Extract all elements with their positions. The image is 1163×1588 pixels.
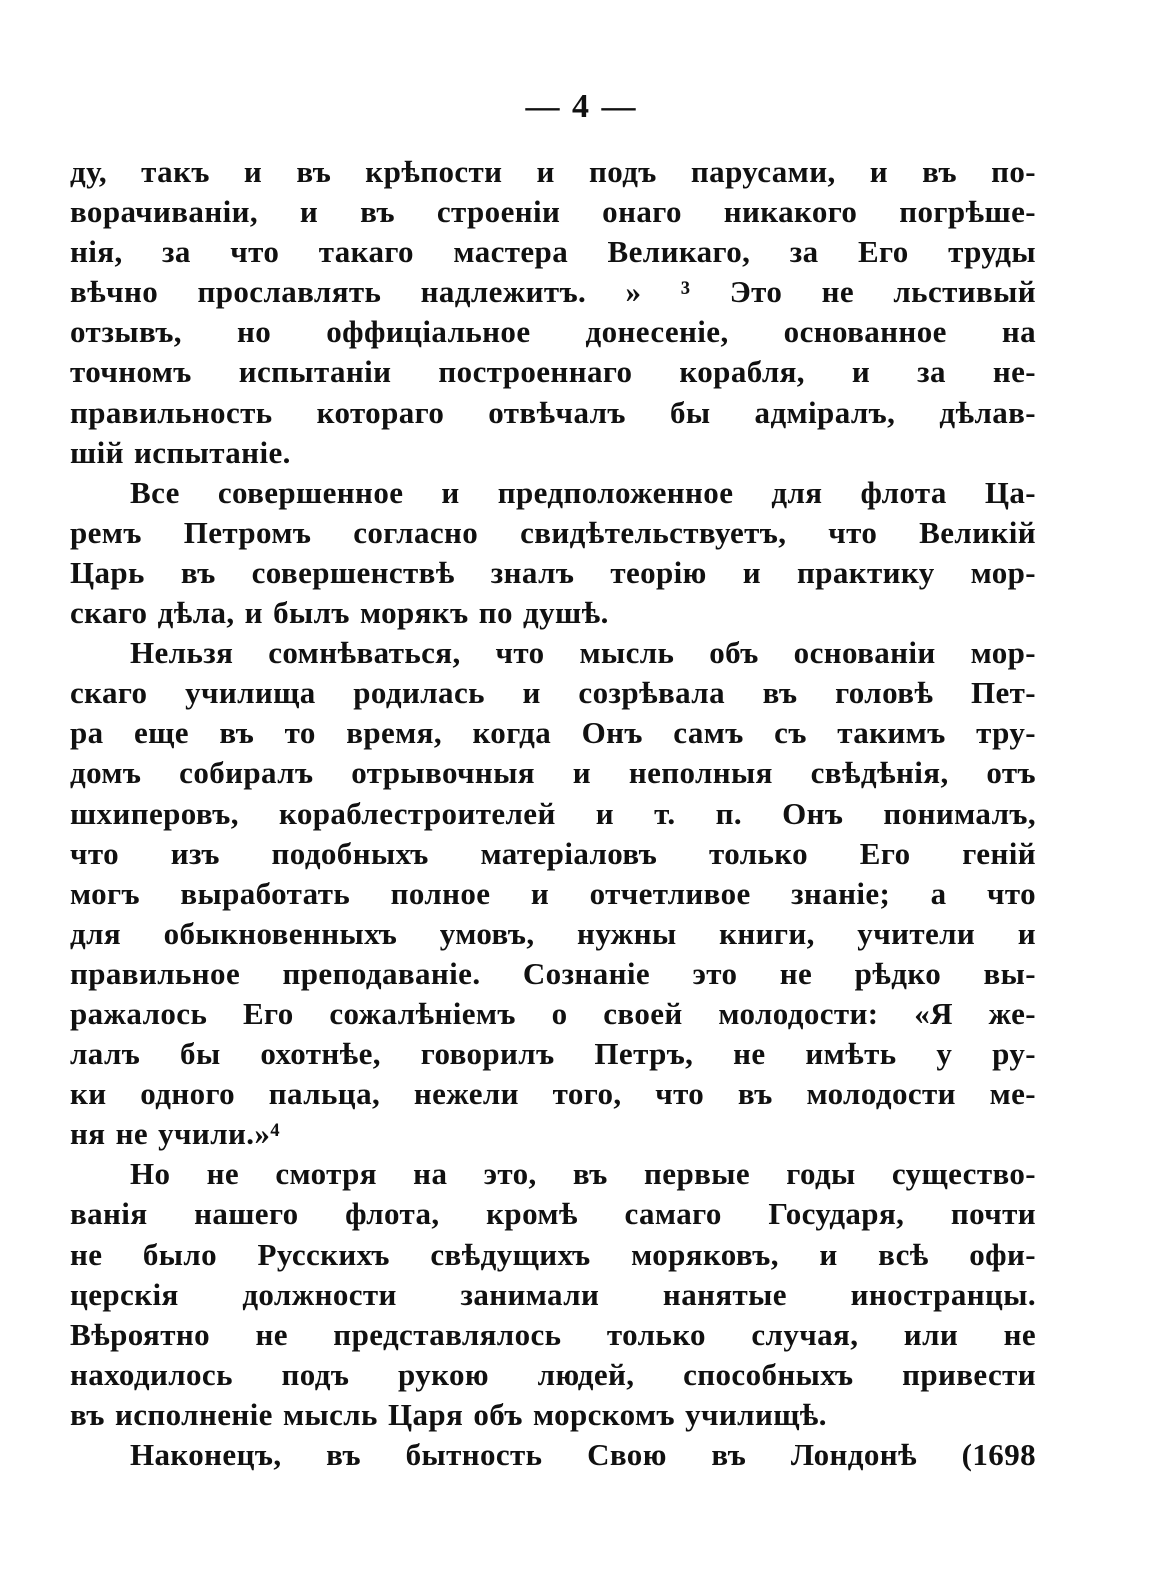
paragraph — [70, 473, 1036, 633]
text-line: домъ собиралъ отрывочныя и неполныя свѣдѣнія, отъ — [70, 755, 1036, 791]
text-line: скаго дѣла, и былъ морякъ по душѣ. — [70, 595, 609, 631]
text-line: не было Русскихъ свѣдущихъ моряковъ, и всѣ офи- — [70, 1236, 1036, 1272]
text-line: ки одного пальца, нежели того, что въ молодости ме- — [70, 1076, 1036, 1112]
text-line: ремъ Петромъ согласно свидѣтельствуетъ, что Великій — [70, 514, 1036, 550]
text-line: ра еще въ то время, когда Онъ самъ съ такимъ тру- — [70, 715, 1036, 751]
text-line: нія, за что такаго мастера Великаго, за Его труды — [70, 234, 1036, 270]
text-line: что изъ подобныхъ матеріаловъ только Его геній — [70, 835, 1036, 871]
text-line: Все совершенное и предположенное для флота Ца- — [130, 474, 1036, 510]
text-line: отзывъ, но оффиціальное донесеніе, основанное на — [70, 314, 1036, 350]
text-line: Но не смотря на это, въ первые годы существо- — [130, 1156, 1036, 1192]
text-line: правильность котораго отвѣчалъ бы адміралъ, дѣлав- — [70, 394, 1036, 430]
text-line: ражалось Его сожалѣніемъ о своей молодости: «Я же- — [70, 995, 1036, 1031]
text-line: для обыкновенныхъ умовъ, нужны книги, учители и — [70, 915, 1036, 951]
page-number: — 4 — — [525, 88, 638, 125]
paragraph — [70, 152, 1036, 473]
text-line: Царь въ совершенствѣ зналъ теорію и практику мор- — [70, 554, 1036, 590]
text-line: ду, такъ и въ крѣпости и подъ парусами, и въ по- — [70, 154, 1036, 189]
text-line: церскія должности занимали нанятые иностранцы. — [70, 1276, 1036, 1312]
text-line: Нельзя сомнѣваться, что мысль объ основаніи мор- — [130, 635, 1036, 671]
text-line: лалъ бы охотнѣе, говорилъ Петръ, не имѣть у ру- — [70, 1036, 1036, 1072]
text-line: вѣчно прославлять надлежитъ. » ³ Это не льстивый — [70, 274, 1036, 310]
text-line: могъ выработать полное и отчетливое знаніе; а что — [70, 875, 1036, 911]
text-line: ня не учили.»⁴ — [70, 1116, 280, 1152]
text-line: шхиперовъ, кораблестроителей и т. п. Онъ понималъ, — [70, 795, 1036, 831]
paragraph — [70, 633, 1036, 1154]
text-line: ворачиваніи, и въ строеніи онаго никакого погрѣше- — [70, 194, 1036, 230]
body-text — [70, 152, 1036, 1475]
text-line: ванія нашего флота, кромѣ самаго Государя, почти — [70, 1196, 1036, 1232]
text-line: Наконецъ, въ бытность Свою въ Лондонѣ (1698 — [130, 1437, 1036, 1472]
text-line: скаго училища родилась и созрѣвала въ головѣ Пет- — [70, 675, 1036, 711]
paragraph — [70, 1435, 1036, 1475]
text-line: шій испытаніе. — [70, 434, 291, 470]
text-line: точномъ испытаніи построеннаго корабля, и за не- — [70, 354, 1036, 390]
text-line: находилось подъ рукою людей, способныхъ привести — [70, 1356, 1036, 1392]
text-line: Вѣроятно не представлялось только случая, или не — [70, 1316, 1036, 1352]
text-line: въ исполненіе мысль Царя объ морскомъ училищѣ. — [70, 1396, 827, 1432]
paragraph — [70, 1154, 1036, 1435]
text-line: правильное преподаваніе. Сознаніе это не рѣдко вы- — [70, 955, 1036, 991]
